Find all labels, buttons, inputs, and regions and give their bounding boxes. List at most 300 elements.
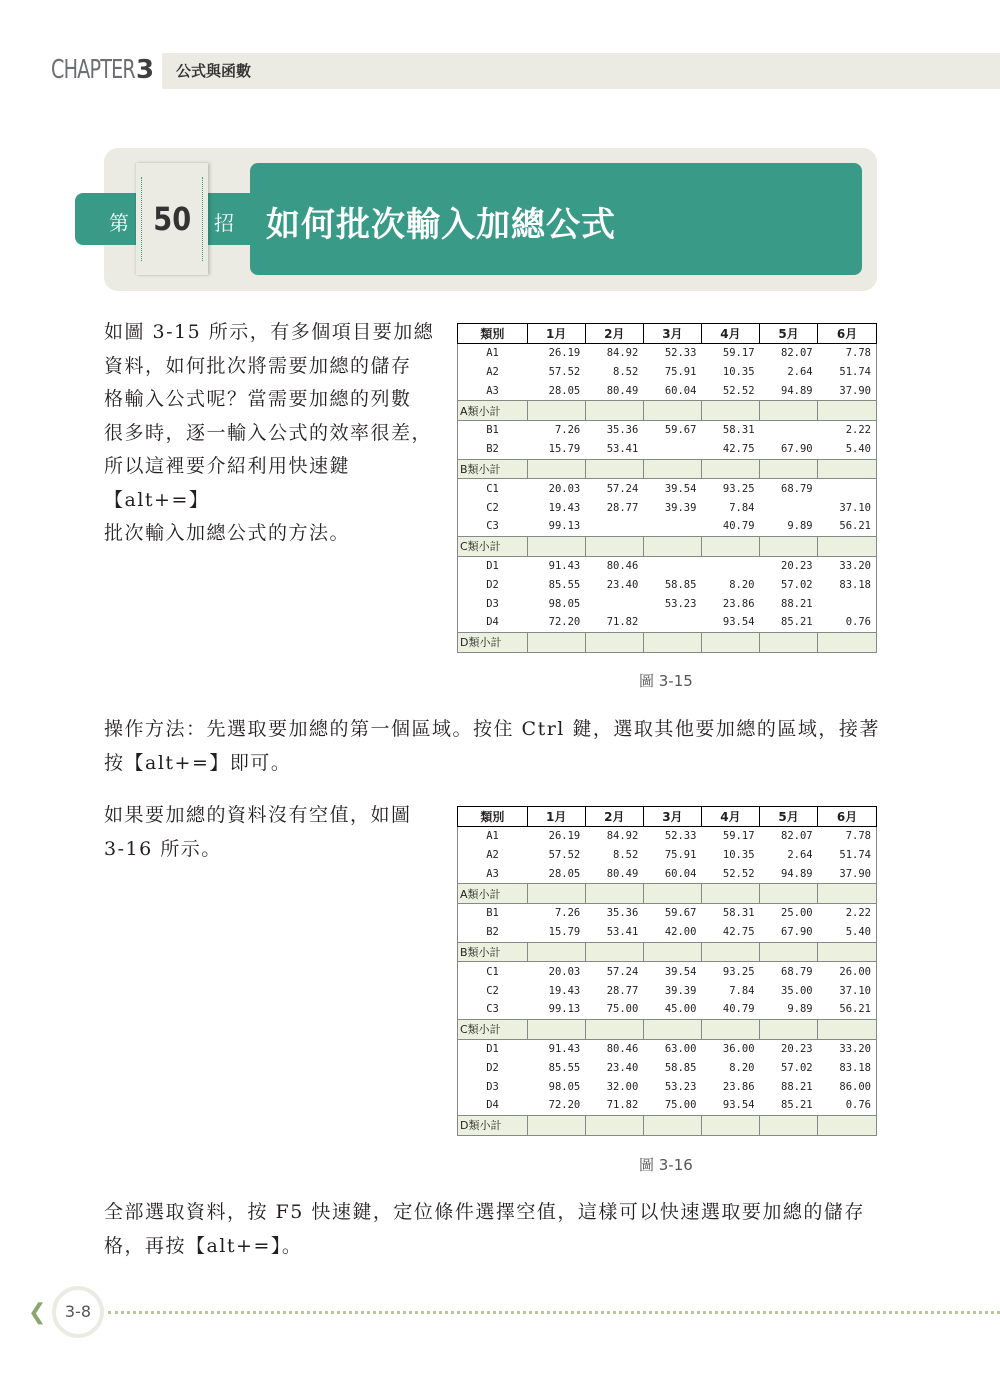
tip-number: 50 [153,200,192,238]
data-cell [643,440,701,459]
subtotal-cell [760,1019,818,1039]
data-cell: 5.40 [818,440,877,459]
table-row [458,594,877,613]
data-cell: 39.39 [664,984,697,997]
row-label: A2 [458,846,528,865]
second-paragraph [104,799,444,866]
data-cell: 60.04 [664,867,697,880]
data-cell: 25.00 [781,907,813,920]
row-label: C3 [458,517,528,536]
subtotal-cell [643,942,701,962]
table-row [458,343,877,362]
data-cell: 7.26 [554,424,581,437]
data-cell: 5.40 [818,923,877,942]
column-header: 4月 [701,324,759,344]
data-cell: 85.21 [781,1099,813,1112]
data-cell: 85.55 [548,1061,581,1074]
data-cell: 67.90 [781,443,813,456]
subtotal-cell [527,459,585,479]
data-cell: 8.52 [613,365,639,378]
data-cell: 15.79 [548,926,581,939]
data-cell: 93.54 [722,1099,755,1112]
row-label: D2 [458,1058,528,1077]
final-line: 全部選取資料，按 F5 快速鍵，定位條件選擇空值，這樣可以快速選取要加總的儲存 [104,1201,865,1223]
subtotal-cell [585,942,643,962]
subtotal-cell [585,1019,643,1039]
data-cell: 15.79 [548,443,581,456]
intro-line: 批次輸入加總公式的方法。 [104,522,351,544]
subtotal-row [458,942,877,962]
data-cell: 56.21 [818,1000,877,1019]
subtotal-cell [818,459,877,479]
row-label: B1 [458,903,528,922]
subtotal-cell [760,536,818,556]
data-cell: 10.35 [722,848,755,861]
subtotal-cell [818,536,877,556]
data-cell: 58.31 [722,424,755,437]
data-cell: 94.89 [781,384,813,397]
data-cell: 28.77 [606,501,639,514]
row-label: A3 [458,381,528,400]
data-cell: 82.07 [781,347,813,360]
subtotal-label: B類小計 [458,942,528,962]
table-row [458,864,877,883]
data-cell: 75.00 [664,1099,697,1112]
row-label: C3 [458,1000,528,1019]
data-cell [701,556,759,575]
subtotal-cell [818,632,877,652]
subtotal-cell [585,884,643,904]
data-cell: 57.02 [781,578,813,591]
table-row [458,556,877,575]
data-cell: 72.20 [548,616,581,629]
data-cell: 80.46 [606,1042,639,1055]
data-cell [818,594,877,613]
data-cell [643,517,701,536]
subtotal-cell [701,1115,759,1135]
subtotal-label: C類小計 [458,1019,528,1039]
data-cell: 26.00 [818,962,877,981]
data-cell: 91.43 [548,559,581,572]
column-header: 類別 [458,324,528,344]
data-cell: 36.00 [722,1042,755,1055]
data-cell: 51.74 [818,363,877,382]
data-cell: 2.22 [818,420,877,439]
operation-line: 操作方法：先選取要加總的第一個區域。按住 Ctrl 鍵，選取其他要加總的區域，接著 [104,718,880,740]
subtotal-label: B類小計 [458,459,528,479]
subtotal-row [458,632,877,652]
data-cell: 99.13 [548,520,581,533]
subtotal-label: A類小計 [458,401,528,421]
data-cell: 33.20 [818,556,877,575]
row-label: C1 [458,962,528,981]
data-cell: 28.77 [606,984,639,997]
subtotal-cell [643,536,701,556]
data-cell: 57.02 [781,1061,813,1074]
subtotal-cell [643,1115,701,1135]
table-row [458,826,877,845]
table-row [458,1039,877,1058]
subtotal-cell [701,536,759,556]
data-cell: 20.23 [781,559,813,572]
data-cell: 40.79 [722,1003,755,1016]
data-cell: 57.24 [606,965,639,978]
row-label: B2 [458,440,528,459]
data-cell: 10.35 [722,365,755,378]
subtotal-cell [643,459,701,479]
subtotal-row [458,401,877,421]
table-row [458,363,877,382]
column-header: 3月 [643,324,701,344]
data-cell: 9.89 [787,520,813,533]
data-cell: 19.43 [548,984,581,997]
data-cell: 72.20 [548,1099,581,1112]
data-cell [585,594,643,613]
table-row [458,517,877,536]
page-number: 3-8 [64,1302,92,1321]
figure-caption: 圖 3-16 [639,1156,693,1174]
subtotal-cell [585,459,643,479]
column-header: 類別 [458,807,528,827]
table-row [458,479,877,498]
row-label: D1 [458,1039,528,1058]
data-cell: 42.75 [722,443,755,456]
data-cell: 58.31 [722,907,755,920]
subtotal-cell [701,942,759,962]
data-cell: 39.54 [664,965,697,978]
subtotal-row [458,1019,877,1039]
data-cell: 56.21 [818,517,877,536]
data-cell: 93.25 [722,482,755,495]
subtotal-row [458,1115,877,1135]
row-label: A2 [458,363,528,382]
subtotal-cell [818,1019,877,1039]
data-cell: 63.00 [664,1042,697,1055]
operation-paragraph [104,713,894,780]
table-row [458,923,877,942]
column-header: 5月 [760,324,818,344]
data-cell: 7.78 [818,343,877,362]
table-row [458,575,877,594]
intro-line: 資料，如何批次將需要加總的儲存 [104,354,412,377]
data-cell: 33.20 [818,1039,877,1058]
subtotal-label: D類小計 [458,632,528,652]
table-row [458,903,877,922]
data-cell: 7.78 [818,826,877,845]
data-cell: 75.91 [664,848,697,861]
subtotal-cell [527,1115,585,1135]
figure-caption: 圖 3-15 [639,672,693,690]
data-cell: 7.84 [729,501,755,514]
data-cell: 45.00 [664,1003,697,1016]
data-cell: 35.00 [781,984,813,997]
data-cell: 53.41 [606,443,639,456]
column-header: 2月 [585,324,643,344]
data-cell: 75.00 [606,1003,639,1016]
subtotal-label: A類小計 [458,884,528,904]
subtotal-cell [643,884,701,904]
subtotal-cell [527,632,585,652]
data-cell: 53.23 [664,1080,697,1093]
header-bar [162,53,1000,89]
chevron-left-icon: ❮ [28,1300,47,1325]
data-cell: 68.79 [781,965,813,978]
subtotal-cell [760,884,818,904]
data-cell: 86.00 [818,1077,877,1096]
data-cell: 94.89 [781,867,813,880]
data-cell: 0.76 [818,1096,877,1115]
data-cell: 93.54 [722,616,755,629]
final-line: 格，再按【alt+=】。 [104,1234,303,1257]
subtotal-cell [701,884,759,904]
second-line: 3-16 所示。 [104,837,222,860]
data-cell: 71.82 [606,1099,639,1112]
data-cell: 59.67 [664,907,697,920]
subtotal-cell [760,632,818,652]
intro-line: 所以這裡要介紹利用快速鍵【alt+=】 [104,455,351,511]
data-cell: 67.90 [781,926,813,939]
data-cell [643,613,701,632]
data-cell: 80.49 [606,867,639,880]
data-cell: 99.13 [548,1003,581,1016]
data-cell: 7.84 [729,984,755,997]
column-header: 5月 [760,807,818,827]
data-cell: 59.17 [722,347,755,360]
table-row [458,498,877,517]
subtotal-row [458,884,877,904]
row-label: D4 [458,1096,528,1115]
spreadsheet-figure-3-16 [457,806,877,1136]
table-row [458,1000,877,1019]
data-cell: 40.79 [722,520,755,533]
table-header-row [458,324,877,344]
data-cell: 23.86 [722,597,755,610]
row-label: C1 [458,479,528,498]
data-cell: 59.67 [664,424,697,437]
data-cell: 91.43 [548,1042,581,1055]
second-line: 如果要加總的資料沒有空值，如圖 [104,804,412,826]
table-row [458,613,877,632]
subtotal-cell [760,942,818,962]
subtotal-cell [760,1115,818,1135]
data-cell: 2.64 [787,365,813,378]
subtotal-row [458,536,877,556]
chapter-label: CHAPTER [51,55,135,85]
row-label: A1 [458,826,528,845]
table-row [458,440,877,459]
data-cell: 57.52 [548,365,581,378]
subtotal-cell [585,401,643,421]
subtotal-cell [585,1115,643,1135]
intro-line: 如圖 3-15 所示，有多個項目要加總 [104,321,435,343]
subtotal-cell [818,884,877,904]
operation-line: 按【alt+=】即可。 [104,751,292,774]
data-cell: 53.23 [664,597,697,610]
column-header: 4月 [701,807,759,827]
row-label: D2 [458,575,528,594]
subtotal-label: D類小計 [458,1115,528,1135]
row-label: C2 [458,981,528,1000]
data-cell: 52.52 [722,867,755,880]
data-cell: 52.52 [722,384,755,397]
data-cell: 98.05 [548,597,581,610]
data-cell: 28.05 [548,384,581,397]
subtotal-cell [701,401,759,421]
data-cell: 28.05 [548,867,581,880]
data-cell: 39.54 [664,482,697,495]
data-cell: 85.55 [548,578,581,591]
row-label: C2 [458,498,528,517]
final-paragraph [104,1196,894,1263]
subtotal-cell [701,1019,759,1039]
row-label: A3 [458,864,528,883]
data-cell: 42.00 [664,926,697,939]
data-cell [585,517,643,536]
data-cell: 37.90 [818,864,877,883]
table-row [458,420,877,439]
row-label: B2 [458,923,528,942]
column-header: 3月 [643,807,701,827]
data-cell: 23.86 [722,1080,755,1093]
intro-line: 格輸入公式呢？當需要加總的列數 [104,388,412,410]
subtotal-cell [701,632,759,652]
data-cell: 2.64 [787,848,813,861]
data-cell: 84.92 [606,830,639,843]
data-cell: 83.18 [818,575,877,594]
data-cell: 52.33 [664,830,697,843]
data-cell: 23.40 [606,1061,639,1074]
row-label: D1 [458,556,528,575]
data-cell [760,420,818,439]
data-cell: 37.10 [818,498,877,517]
data-cell [643,556,701,575]
data-cell: 35.36 [606,424,639,437]
subtotal-cell [527,536,585,556]
data-cell: 85.21 [781,616,813,629]
intro-paragraph [104,316,444,551]
data-cell [760,498,818,517]
data-cell: 88.21 [781,597,813,610]
tip-title: 如何批次輸入加總公式 [266,205,616,245]
data-cell: 57.52 [548,848,581,861]
data-cell: 23.40 [606,578,639,591]
table-row [458,1096,877,1115]
row-label: D3 [458,594,528,613]
data-cell: 26.19 [548,347,581,360]
data-cell: 88.21 [781,1080,813,1093]
table-row [458,381,877,400]
table-row [458,1058,877,1077]
column-header: 6月 [818,324,877,344]
data-cell: 42.75 [722,926,755,939]
data-cell: 7.26 [554,907,581,920]
column-header: 6月 [818,807,877,827]
data-cell: 20.23 [781,1042,813,1055]
data-cell: 93.25 [722,965,755,978]
data-cell: 83.18 [818,1058,877,1077]
table-row [458,1077,877,1096]
subtotal-cell [818,1115,877,1135]
data-cell: 71.82 [606,616,639,629]
data-cell: 8.20 [729,1061,755,1074]
data-cell: 0.76 [818,613,877,632]
data-cell: 59.17 [722,830,755,843]
row-label: A1 [458,343,528,362]
subtotal-cell [760,459,818,479]
subtotal-cell [818,942,877,962]
subtotal-cell [643,1019,701,1039]
column-header: 1月 [527,807,585,827]
data-cell: 2.22 [818,903,877,922]
subtotal-row [458,459,877,479]
data-cell: 80.49 [606,384,639,397]
data-cell: 37.90 [818,381,877,400]
subtotal-cell [643,401,701,421]
data-cell: 37.10 [818,981,877,1000]
subtotal-cell [527,401,585,421]
chapter-number: 3 [136,55,155,85]
table-row [458,962,877,981]
data-cell: 52.33 [664,347,697,360]
data-cell: 9.89 [787,1003,813,1016]
subtotal-cell [527,884,585,904]
data-cell: 58.85 [664,1061,697,1074]
subtotal-cell [818,401,877,421]
data-cell: 80.46 [606,559,639,572]
column-header: 1月 [527,324,585,344]
data-cell [818,479,877,498]
subtotal-cell [760,401,818,421]
subtotal-cell [527,1019,585,1039]
footer-dotted-rule [108,1311,1000,1314]
data-cell: 32.00 [606,1080,639,1093]
subtotal-cell [701,459,759,479]
data-cell: 82.07 [781,830,813,843]
data-cell: 19.43 [548,501,581,514]
data-cell: 84.92 [606,347,639,360]
subtotal-cell [585,632,643,652]
data-cell: 53.41 [606,926,639,939]
subtotal-cell [585,536,643,556]
row-label: D3 [458,1077,528,1096]
subtotal-cell [527,942,585,962]
data-cell: 39.39 [664,501,697,514]
subtotal-label: C類小計 [458,536,528,556]
table-header-row [458,807,877,827]
data-cell: 20.03 [548,965,581,978]
data-cell: 8.52 [613,848,639,861]
column-header: 2月 [585,807,643,827]
intro-line: 很多時，逐一輸入公式的效率很差， [104,421,433,444]
data-cell: 68.79 [781,482,813,495]
spreadsheet-figure-3-15 [457,323,877,653]
data-cell: 8.20 [729,578,755,591]
data-cell: 75.91 [664,365,697,378]
table-row [458,846,877,865]
row-label: B1 [458,420,528,439]
data-cell: 98.05 [548,1080,581,1093]
data-cell: 26.19 [548,830,581,843]
row-label: D4 [458,613,528,632]
table-row [458,981,877,1000]
data-cell: 57.24 [606,482,639,495]
chapter-title: 公式與函數 [176,62,252,80]
data-cell: 35.36 [606,907,639,920]
data-cell: 20.03 [548,482,581,495]
subtotal-cell [643,632,701,652]
data-cell: 60.04 [664,384,697,397]
tip-prefix: 第 [109,211,129,235]
